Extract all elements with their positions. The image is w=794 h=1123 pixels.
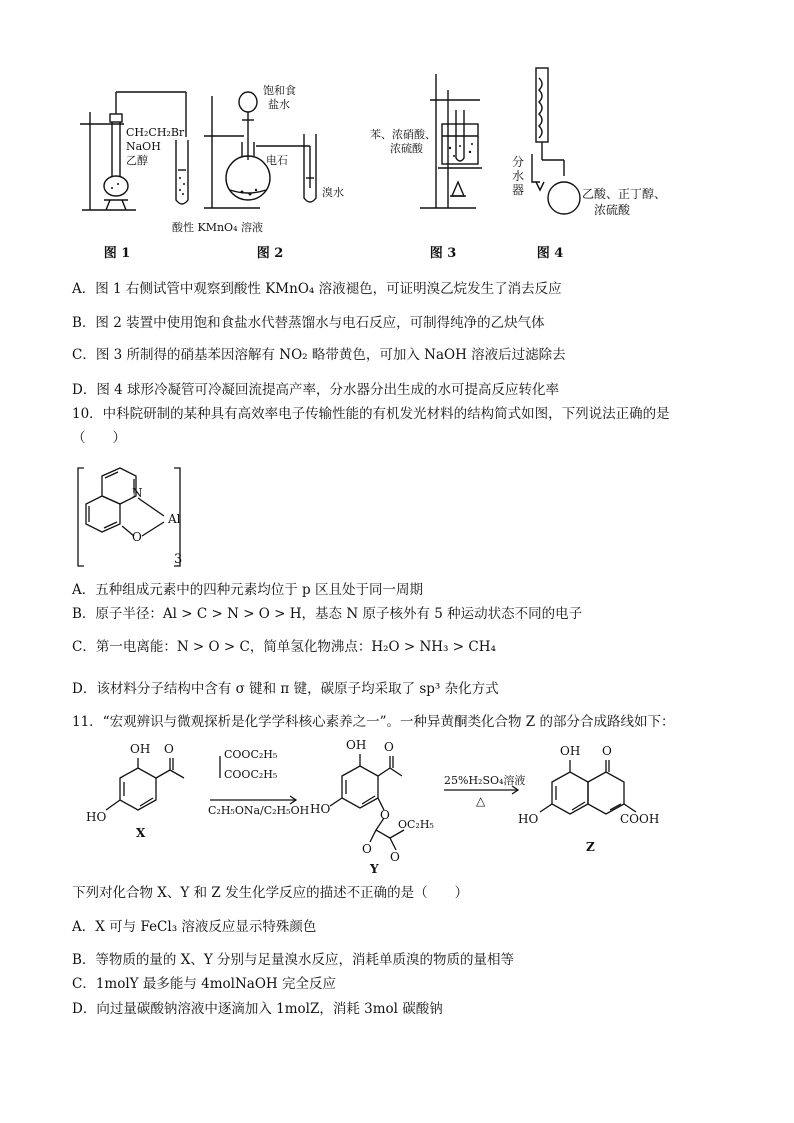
q10-answer-paren: （ ） xyxy=(72,430,126,446)
fig2-bromine-label: 溴水 xyxy=(322,186,344,199)
fig4-separator-label-3: 器 xyxy=(512,183,525,197)
q10-atom-n: N xyxy=(132,486,143,500)
q11-y-o-3: O xyxy=(390,850,400,864)
q11-x-ho: HO xyxy=(86,810,107,824)
q11-z-o: O xyxy=(602,744,612,758)
q11-option-b: B．等物质的量的 X、Y 分别与足量溴水反应，消耗单质溴的物质的量相等 xyxy=(72,952,515,968)
q10-structure xyxy=(74,462,224,572)
figure-2-apparatus xyxy=(200,80,350,215)
fig4-reagents-label-1: 乙酸、正丁醇、 xyxy=(582,187,667,201)
q11-reagent-1-condition: C₂H₅ONa/C₂H₅OH xyxy=(208,804,310,817)
q11-z-ho: HO xyxy=(518,812,539,826)
q10-option-b: B．原子半径：Al > C > N > O > H，基态 N 原子核外有 5 种运动状态不同的电子 xyxy=(72,606,583,622)
q11-y-oc2h5: OC₂H₅ xyxy=(398,818,434,831)
fig2-water-label-2: 盐水 xyxy=(268,98,290,111)
fig1-solution-label: 酸性 KMnO₄ 溶液 xyxy=(172,221,263,234)
q11-y-ester-o: O xyxy=(380,808,390,822)
q11-option-c: C．1molY 最多能与 4molNaOH 完全反应 xyxy=(72,976,336,992)
q11-compound-y-label: Y xyxy=(370,862,379,876)
q9-option-d: D．图 4 球形冷凝管可冷凝回流提高产率，分水器分出生成的水可提高反应转化率 xyxy=(72,382,559,398)
q11-compound-x-label: X xyxy=(136,826,146,840)
q10-atom-o: O xyxy=(132,530,142,544)
fig1-reagent-label-1: CH₂CH₂Br xyxy=(126,126,185,139)
fig1-reagent-label-2: NaOH xyxy=(126,140,161,153)
fig3-reagents-label-2: 浓硫酸 xyxy=(390,142,423,155)
q10-option-a: A．五种组成元素中的四种元素均位于 p 区且处于同一周期 xyxy=(72,582,423,598)
q11-y-ho: HO xyxy=(310,802,331,816)
figure-1-apparatus xyxy=(76,82,216,217)
figure-3-drawing xyxy=(370,70,490,215)
figure-4-apparatus xyxy=(512,64,667,224)
figure-3-caption: 图 3 xyxy=(429,246,457,261)
fig4-reagents-label-2: 浓硫酸 xyxy=(594,203,631,217)
q11-x-oh: OH xyxy=(130,742,151,756)
q11-synthesis-route xyxy=(80,738,680,878)
q11-reagent-1a: COOC₂H₅ xyxy=(224,748,278,761)
q10-option-d: D．该材料分子结构中含有 σ 键和 π 键，碳原子均采取了 sp³ 杂化方式 xyxy=(72,681,499,697)
q11-option-a: A．X 可与 FeCl₃ 溶液反应显示特殊颜色 xyxy=(72,919,317,935)
q10-atom-al: Al xyxy=(168,512,181,526)
q11-question: 下列对化合物 X、Y 和 Z 发生化学反应的描述不正确的是（ ） xyxy=(72,885,469,901)
fig2-stone-label: 电石 xyxy=(266,154,288,167)
fig1-reagent-label-3: 乙醇 xyxy=(126,154,148,167)
q9-option-c: C．图 3 所制得的硝基苯因溶解有 NO₂ 略带黄色，可加入 NaOH 溶液后过滤除去 xyxy=(72,347,566,363)
q11-compound-z-label: Z xyxy=(586,840,595,854)
figure-2-caption: 图 2 xyxy=(256,246,284,261)
q11-reagent-2: 25%H₂SO₄溶液 xyxy=(444,774,526,787)
figure-1-caption: 图 1 xyxy=(103,246,131,261)
figure-4-caption: 图 4 xyxy=(536,246,564,261)
q11-y-oh: OH xyxy=(346,738,367,752)
q9-option-b: B．图 2 装置中使用饱和食盐水代替蒸馏水与电石反应，可制得纯净的乙炔气体 xyxy=(72,315,545,331)
figure-3-apparatus xyxy=(370,70,490,215)
q10-subscript-3: 3 xyxy=(174,552,183,567)
q11-z-oh: OH xyxy=(560,744,581,758)
q9-option-a: A．图 1 右侧试管中观察到酸性 KMnO₄ 溶液褪色，可证明溴乙烷发生了消去反应 xyxy=(72,281,562,297)
q11-reagent-1b: COOC₂H₅ xyxy=(224,768,278,781)
q10-structure-drawing xyxy=(74,462,224,572)
q11-y-o-2: O xyxy=(362,842,372,856)
q10-option-c: C．第一电离能：N > O > C，简单氢化物沸点：H₂O > NH₃ > CH₄ xyxy=(72,639,496,655)
fig2-water-label-1: 饱和食 xyxy=(263,84,296,97)
q10-stem: 10．中科院研制的某种具有高效率电子传输性能的有机发光材料的结构简式如图，下列说法正确的是 xyxy=(72,406,670,422)
fig4-separator-label-2: 水 xyxy=(512,169,525,183)
fig3-reagents-label-1: 苯、浓硝酸、 xyxy=(370,128,436,141)
fig4-separator-label-1: 分 xyxy=(512,155,525,169)
q11-x-o: O xyxy=(164,742,174,756)
q11-y-o: O xyxy=(384,740,394,754)
q11-stem: 11．“宏观辨识与微观探析是化学学科核心素养之一”。一种异黄酮类化合物 Z 的部分合成路线如下： xyxy=(72,714,675,730)
q11-z-cooh: COOH xyxy=(620,812,660,826)
q11-option-d: D．向过量碳酸钠溶液中逐滴加入 1molZ，消耗 3mol 碳酸钠 xyxy=(72,1001,443,1017)
q11-reagent-2-condition: △ xyxy=(476,794,486,808)
